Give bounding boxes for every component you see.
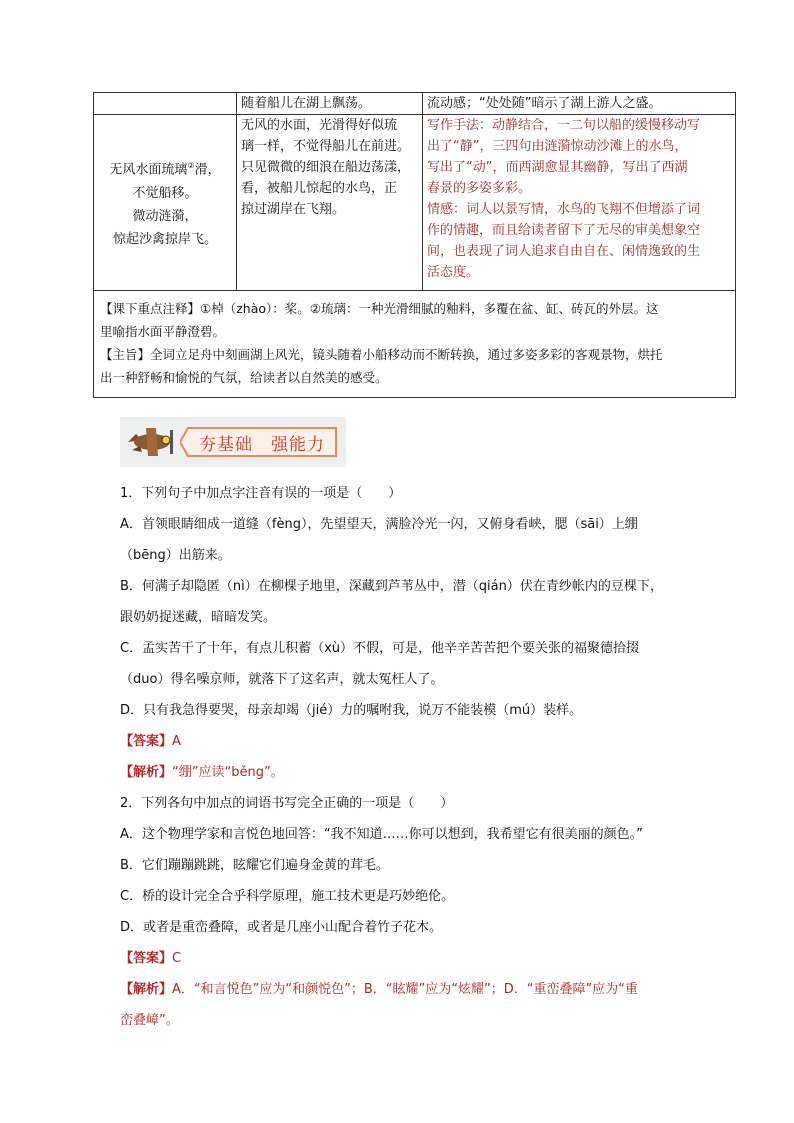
translation-cell: 随着船儿在湖上飘荡。 bbox=[237, 93, 423, 115]
question-1: 1．下列句子中加点字注音有误的一项是（ ） A．首领眼睛细成一道缝（fèng），先望望天，满脸冷光一闪，又俯身看峡，腮（sāi）上绷 （bēng）出筋来。 B．何满子却隐匿（nì）在柳棵子地里，深藏到芦苇丛中，潜（qián）伏在青纱帐内的豆棵下， 跟奶奶捉迷藏，暗暗发笑。 C．孟实苦干了十年，有点儿积蓄（xù）不假，可是，他辛辛苦苦把个要关张的福聚德拾掇 （duo）得名噪京师，就落下了这名声，就太冤枉人了。 D．只有我急得要哭，母亲却竭（jié）力的嘱咐我，说万不能装模（mú）装样。 【答案】A 【解析】“绷”应读“běng”。 bbox=[120, 478, 720, 788]
section-banner bbox=[120, 417, 346, 467]
poem-analysis-table bbox=[93, 92, 736, 398]
analysis-line: 【解析】“绷”应读“běng”。 bbox=[120, 765, 284, 780]
analysis-line: 【解析】A．“和言悦色”应为“和颜悦色”；B．“眩耀”应为“炫耀”；D．“重峦叠障”应为“重 bbox=[120, 982, 638, 997]
answer-line: 【答案】C bbox=[120, 951, 182, 966]
table-row bbox=[94, 291, 736, 398]
original-text: 无风水面琉璃②滑， 不觉船移。 微动涟漪， 惊起沙禽掠岸飞。 bbox=[109, 161, 221, 247]
banner-title: 夯基础 强能力 bbox=[199, 435, 325, 455]
original-cell bbox=[94, 115, 237, 291]
airplane-icon bbox=[122, 420, 186, 464]
analysis-line-continued: 峦叠嶂”。 bbox=[120, 1013, 179, 1028]
translation-cell: 无风的水面，光滑得好似琉 璃一样，不觉得船儿在前进。 只见微微的细浪在船边荡漾， 看，被船儿惊起的水鸟，正 掠过湖岸在飞翔。 bbox=[237, 115, 423, 291]
question-list bbox=[120, 478, 720, 1036]
original-cell bbox=[94, 93, 237, 115]
analysis-cell: 写作手法：动静结合，一二句以船的缓慢移动写 出了“静”，三四句由涟漪惊动沙滩上的水鸟， 写出了“动”，而西湖愈显其幽静，写出了西湖 春景的多姿多彩。 情感：词人以景写情，水鸟的飞翔不但增添了词 作的情趣，而且给读者留下了无尽的审美想象空 间，也表现了词人追求自由自在、闲情逸致的生 活态度。 bbox=[423, 115, 736, 291]
table-row bbox=[94, 93, 736, 115]
question-2: 2．下列各句中加点的词语书写完全正确的一项是（ ） A．这个物理学家和言悦色地回答：“我不知道……你可以想到，我希望它有很美丽的颜色。” B．它们蹦蹦跳跳，眩耀它们遍身金黄的茸毛。 C．桥的设计完全合乎科学原理，施工技术更是巧妙绝伦。 D．或者是重峦叠障，或者是几座小山配合着竹子花木。 【答案】C 【解析】A．“和言悦色”应为“和颜悦色”；B．“眩耀”应为“炫耀”；D．“重峦叠障”应为“重 峦叠嶂”。 bbox=[120, 788, 720, 1036]
table-row bbox=[94, 115, 736, 291]
analysis-cell: 流动感；“处处随”暗示了湖上游人之盛。 bbox=[423, 93, 736, 115]
answer-line: 【答案】A bbox=[120, 734, 181, 749]
notes-cell: 【课下重点注释】①棹（zhào）：桨。②琉璃：一种光滑细腻的釉料，多覆在盆、缸、砖瓦的外层。这 里喻指水面平静澄碧。 【主旨】全词立足舟中刻画湖上风光，镜头随着小船移动而不断转换，通过多姿多彩的客观景物，烘托 出一种舒畅和愉悦的气氛，给读者以自然美的感受。 bbox=[94, 291, 736, 398]
